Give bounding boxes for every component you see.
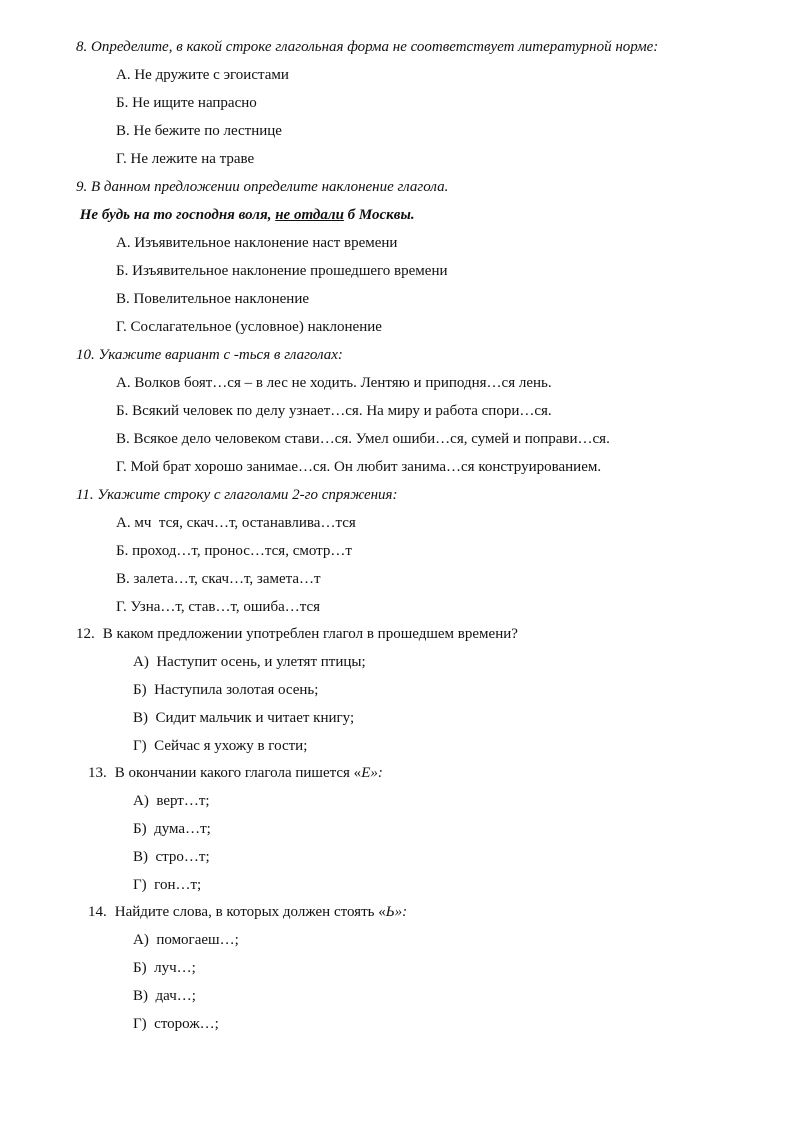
q13-option-a-text: верт…т; [156,793,210,809]
q13-option-d-label: Г) [133,877,147,893]
q9-option-d: Г. Сослагательное (условное) наклонение [116,319,382,335]
q13-option-b [133,820,211,838]
q9-option-a: А. Изъявительное наклонение наст времени [116,235,398,251]
q14-option-d-label: Г) [133,1016,147,1032]
question-8: 8. Определите, в какой строке глагольная форма не соответствует литературной норме: [76,39,659,55]
q12-option-a-text: Наступит осень, и улетят птицы; [156,654,366,670]
question-11: 11. Укажите строку с глаголами 2-го спряжения: [76,487,398,503]
q12-option-b-label: Б) [133,682,147,698]
q14-option-d [133,1015,219,1033]
q12-option-a-label: А) [133,654,149,670]
q13-option-c-label: В) [133,849,148,865]
question-10: 10. Укажите вариант с -ться в глаголах: [76,347,343,363]
question-14 [88,903,407,921]
q8-option-d: Г. Не лежите на траве [116,151,255,167]
q14-option-d-text: сторож…; [154,1016,219,1032]
q13-option-b-label: Б) [133,821,147,837]
q14-text: Найдите слова, в которых должен стоять « [114,904,386,920]
q14-option-b [133,959,196,977]
q14-option-c-label: В) [133,988,148,1004]
q13-option-a-label: А) [133,793,149,809]
q8-option-a: А. Не дружите с эгоистами [116,67,289,83]
q11-option-c: В. залета…т, скач…т, замета…т [116,571,321,587]
q13-text-end: »: [370,765,383,781]
q14-number: 14. [88,904,107,920]
q12-option-c-label: В) [133,710,148,726]
q12-option-b-text: Наступила золотая осень; [154,682,319,698]
q12-number: 12. [76,626,95,642]
q10-option-b: Б. Всякий человек по делу узнает…ся. На миру и работа спори…ся. [116,403,552,419]
q12-option-a [133,653,366,671]
q9-option-c: В. Повелительное наклонение [116,291,310,307]
q13-option-d [133,876,201,894]
q8-option-b: Б. Не ищите напрасно [116,95,257,111]
q14-text-end: »: [394,904,408,920]
q12-option-c [133,709,354,727]
q13-option-b-text: дума…т; [154,821,211,837]
q11-option-d: Г. Узна…т, став…т, ошиба…тся [116,599,321,615]
q10-option-a: А. Волков боят…ся – в лес не ходить. Лентяю и приподня…ся лень. [116,375,552,391]
q11-option-b: Б. проход…т, пронос…тся, смотр…т [116,543,352,559]
q11-option-a: А. мч тся, скач…т, останавлива…тся [116,515,356,531]
q9-sentence-underlined: не отдали [275,207,344,223]
q13-text: В окончании какого глагола пишется « [114,765,362,781]
q13-number: 13. [88,765,107,781]
q10-option-d: Г. Мой брат хорошо занимае…ся. Он любит занима…ся конструированием. [116,459,602,475]
question-9: 9. В данном предложении определите наклонение глагола. [76,179,449,195]
q9-sentence [76,206,415,224]
q14-option-c [133,987,196,1005]
q14-letter: Ь [385,904,395,920]
q12-option-d-label: Г) [133,738,147,754]
q12-option-d-text: Сейчас я ухожу в гости; [154,738,308,754]
q13-option-d-text: гон…т; [154,877,202,893]
q9-sentence-part1: Не будь на то господня воля, [76,207,276,223]
q10-option-c: В. Всякое дело человеком стави…ся. Умел ошиби…ся, сумей и поправи…ся. [116,431,610,447]
q9-sentence-part2: б Москвы. [343,207,415,223]
q12-text: В каком предложении употреблен глагол в прошедшем времени? [102,626,518,642]
q14-option-c-text: дач…; [155,988,196,1004]
question-13 [88,764,383,782]
q14-option-a-text: помогаеш…; [156,932,239,948]
q14-option-a-label: А) [133,932,149,948]
q8-option-c: В. Не бежите по лестнице [116,123,282,139]
q12-option-c-text: Сидит мальчик и читает книгу; [155,710,355,726]
q9-option-b: Б. Изъявительное наклонение прошедшего времени [116,263,448,279]
q12-option-d [133,737,307,755]
question-12 [76,625,518,643]
q14-option-b-text: луч…; [154,960,196,976]
q13-option-c-text: стро…т; [155,849,210,865]
q13-option-a [133,792,210,810]
q14-option-a [133,931,239,949]
q13-option-c [133,848,210,866]
q14-option-b-label: Б) [133,960,147,976]
q12-option-b [133,681,318,699]
q13-letter: Е [361,765,371,781]
